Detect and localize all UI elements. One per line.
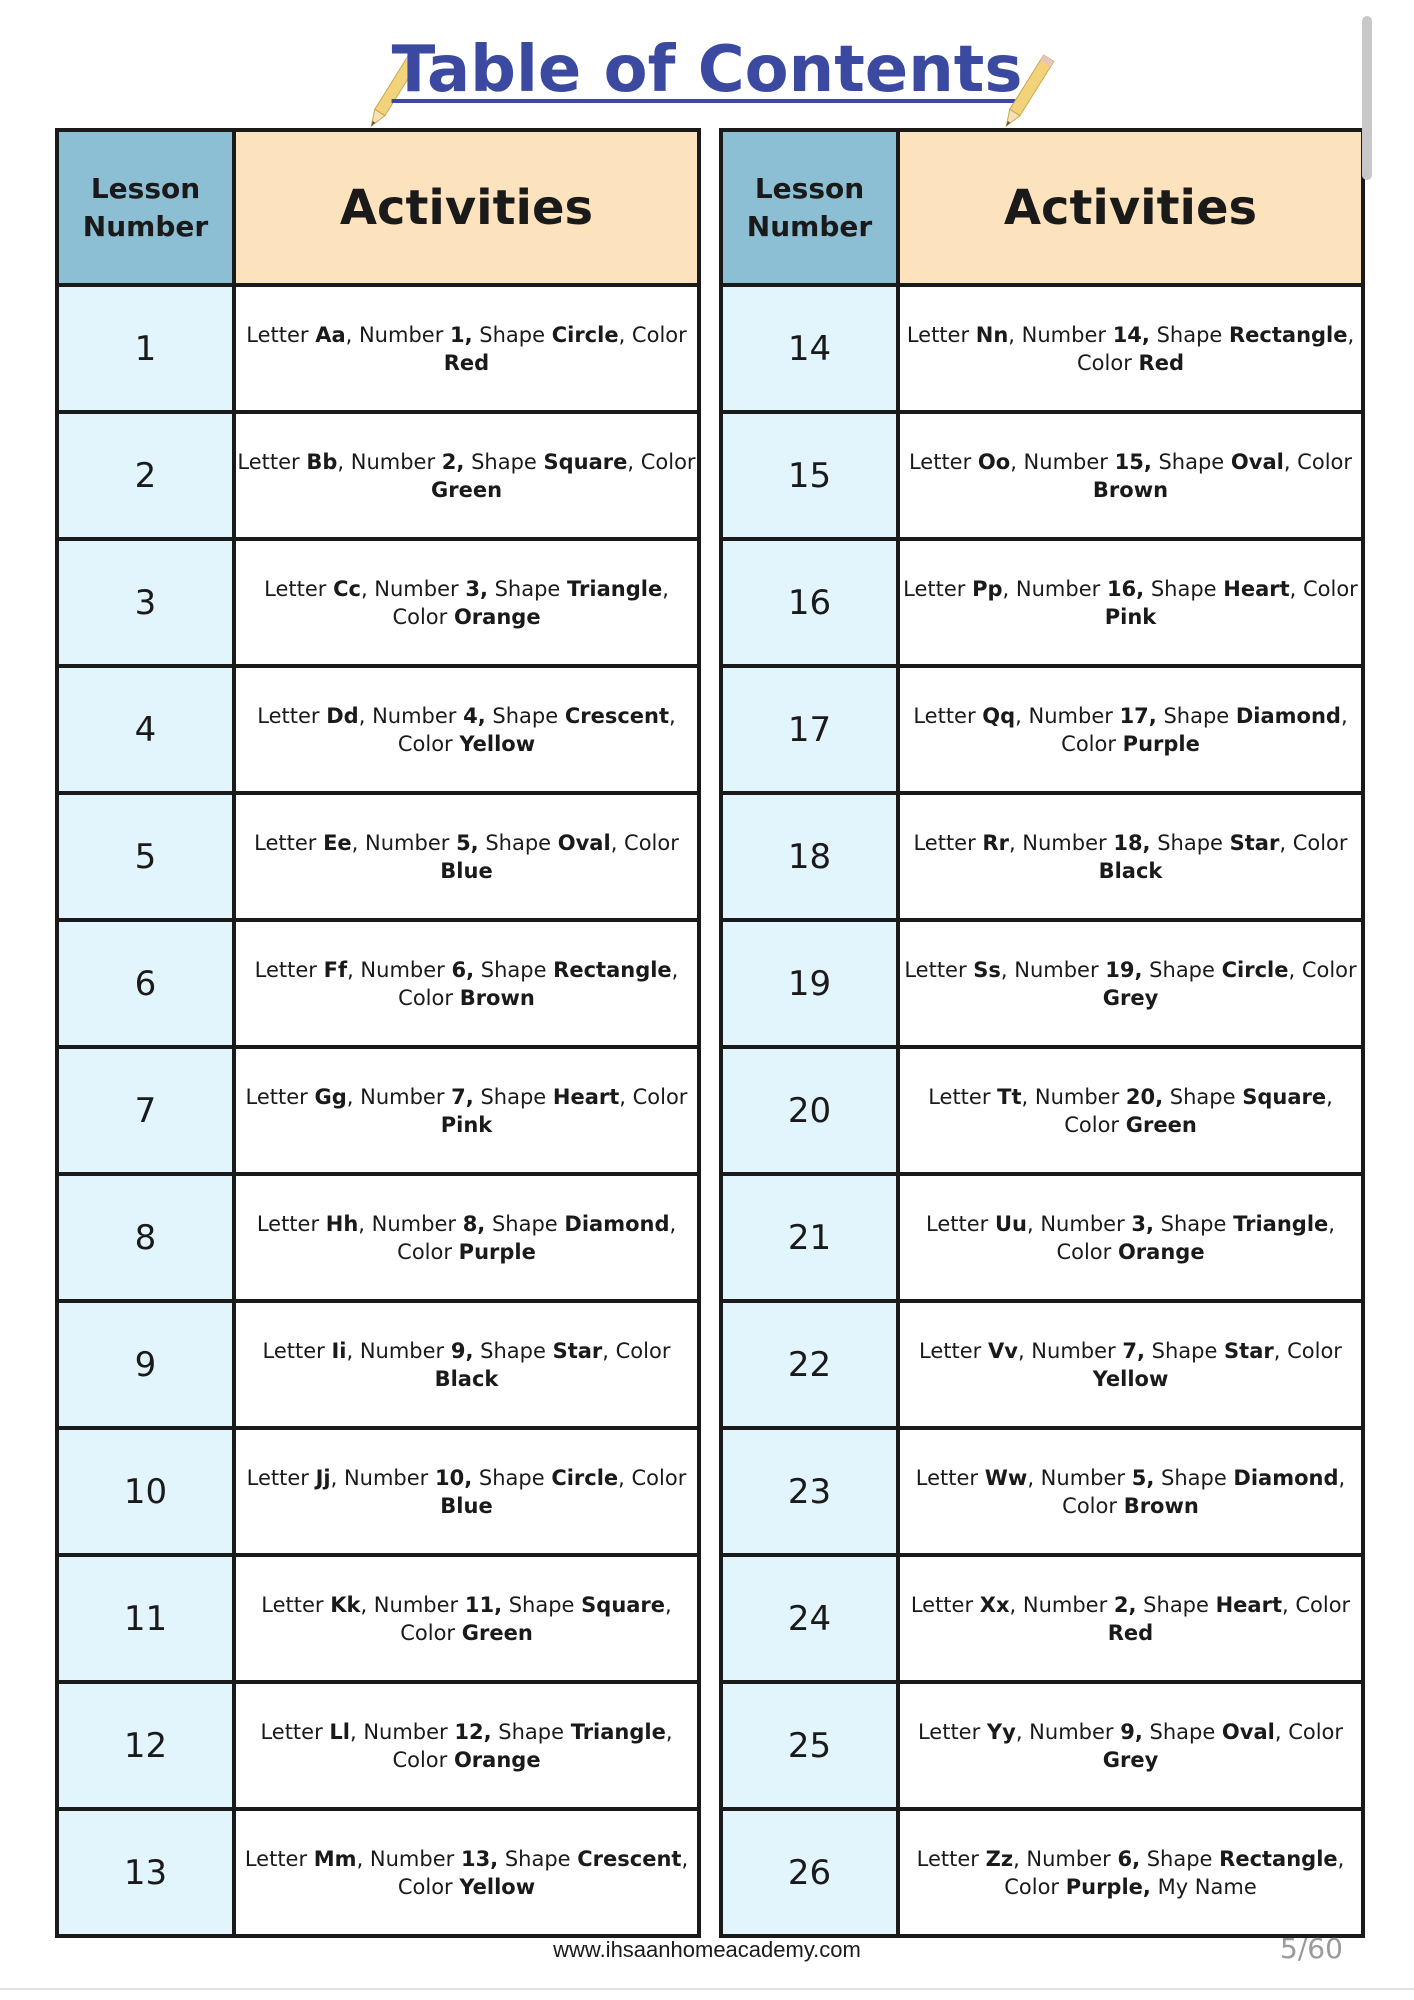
lesson-activities: Letter Gg, Number 7, Shape Heart, Color Pink bbox=[234, 1047, 699, 1174]
lesson-activities: Letter Nn, Number 14, Shape Rectangle, Color Red bbox=[898, 285, 1363, 412]
activity-number: 7, bbox=[1122, 1338, 1145, 1363]
lesson-activities: Letter Ee, Number 5, Shape Oval, Color Blue bbox=[234, 793, 699, 920]
lesson-activities: Letter Cc, Number 3, Shape Triangle, Color Orange bbox=[234, 539, 699, 666]
table-row bbox=[57, 1174, 699, 1301]
lesson-number: 26 bbox=[721, 1809, 898, 1936]
activity-number: 2, bbox=[1113, 1592, 1137, 1617]
lesson-activities: Letter Yy, Number 9, Shape Oval, Color Grey bbox=[898, 1682, 1363, 1809]
activity-number: 5, bbox=[456, 830, 479, 855]
lesson-number: 3 bbox=[57, 539, 234, 666]
activity-shape: Rectangle bbox=[553, 957, 672, 982]
lesson-activities: Letter Ss, Number 19, Shape Circle, Color Grey bbox=[898, 920, 1363, 1047]
activity-number: 20, bbox=[1125, 1084, 1164, 1109]
activity-number: 7, bbox=[451, 1084, 474, 1109]
activity-color: Yellow bbox=[1092, 1366, 1169, 1391]
activity-number: 9, bbox=[450, 1338, 474, 1363]
activity-shape: Square bbox=[543, 449, 628, 474]
lesson-activities: Letter Pp, Number 16, Shape Heart, Color Pink bbox=[898, 539, 1363, 666]
table-row bbox=[721, 285, 1363, 412]
activity-color: Blue bbox=[440, 858, 493, 883]
activity-color: Red bbox=[443, 350, 490, 375]
table-row bbox=[57, 1047, 699, 1174]
activity-number: 3, bbox=[465, 576, 488, 601]
activity-shape: Oval bbox=[557, 830, 611, 855]
activity-shape: Crescent bbox=[577, 1846, 682, 1871]
lesson-number-header bbox=[721, 130, 898, 285]
activity-shape: Circle bbox=[551, 1465, 619, 1490]
lesson-number: 4 bbox=[57, 666, 234, 793]
table-row bbox=[721, 920, 1363, 1047]
activity-letter: Mm bbox=[313, 1846, 357, 1871]
activity-number: 8, bbox=[462, 1211, 486, 1236]
activity-letter: Ff bbox=[323, 957, 348, 982]
activity-number: 12, bbox=[454, 1719, 492, 1744]
lesson-activities: Letter Rr, Number 18, Shape Star, Color Black bbox=[898, 793, 1363, 920]
activity-color: Green bbox=[1125, 1112, 1197, 1137]
activity-letter: Ww bbox=[984, 1465, 1028, 1490]
activity-color: Green bbox=[461, 1620, 533, 1645]
activity-color: Orange bbox=[1117, 1239, 1205, 1264]
activity-number: 16, bbox=[1106, 576, 1145, 601]
activity-shape: Rectangle bbox=[1229, 322, 1348, 347]
table-row bbox=[57, 920, 699, 1047]
lesson-number: 15 bbox=[721, 412, 898, 539]
table-header-row bbox=[721, 130, 1363, 285]
table-row bbox=[57, 1809, 699, 1936]
activity-number: 15, bbox=[1114, 449, 1152, 474]
activity-number: 3, bbox=[1131, 1211, 1154, 1236]
activity-shape: Circle bbox=[1221, 957, 1289, 982]
lesson-number: 25 bbox=[721, 1682, 898, 1809]
activity-letter: Vv bbox=[988, 1338, 1018, 1363]
lesson-activities: Letter Mm, Number 13, Shape Crescent, Color Yellow bbox=[234, 1809, 699, 1936]
table-row bbox=[721, 1174, 1363, 1301]
activity-shape: Square bbox=[1242, 1084, 1327, 1109]
table-row bbox=[57, 285, 699, 412]
activity-color: Brown bbox=[1123, 1493, 1199, 1518]
lesson-number: 7 bbox=[57, 1047, 234, 1174]
activity-letter: Qq bbox=[982, 703, 1016, 728]
table-row bbox=[721, 539, 1363, 666]
lesson-activities: Letter Oo, Number 15, Shape Oval, Color Brown bbox=[898, 412, 1363, 539]
activity-shape: Diamond bbox=[1235, 703, 1341, 728]
table-header-row bbox=[57, 130, 699, 285]
lesson-number-header bbox=[57, 130, 234, 285]
activity-shape: Diamond bbox=[564, 1211, 670, 1236]
lesson-number: 9 bbox=[57, 1301, 234, 1428]
activity-letter: Hh bbox=[325, 1211, 359, 1236]
activity-number: 14, bbox=[1112, 322, 1150, 347]
lesson-number: 22 bbox=[721, 1301, 898, 1428]
activity-shape: Star bbox=[552, 1338, 603, 1363]
activity-color: Yellow bbox=[459, 731, 536, 756]
table-row bbox=[721, 1428, 1363, 1555]
activity-letter: Kk bbox=[330, 1592, 361, 1617]
activity-shape: Heart bbox=[552, 1084, 620, 1109]
activity-color: Red bbox=[1138, 350, 1184, 375]
activities-header-label: Activities bbox=[339, 179, 594, 236]
activity-color: Red bbox=[1107, 1620, 1154, 1645]
activity-number: 1, bbox=[450, 322, 473, 347]
lesson-activities: Letter Aa, Number 1, Shape Circle, Color Red bbox=[234, 285, 699, 412]
divider bbox=[0, 1988, 1414, 1990]
lesson-activities: Letter Xx, Number 2, Shape Heart, Color Red bbox=[898, 1555, 1363, 1682]
lesson-activities: Letter Zz, Number 6, Shape Rectangle, Color Purple, My Name bbox=[898, 1809, 1363, 1936]
lesson-number: 2 bbox=[57, 412, 234, 539]
lesson-activities: Letter Ii, Number 9, Shape Star, Color Black bbox=[234, 1301, 699, 1428]
activity-color: Purple bbox=[1122, 731, 1200, 756]
activity-number: 18, bbox=[1113, 830, 1151, 855]
lesson-number-header-label: Lesson Number bbox=[746, 171, 873, 243]
lesson-activities: Letter Kk, Number 11, Shape Square, Color Green bbox=[234, 1555, 699, 1682]
activity-shape: Oval bbox=[1230, 449, 1284, 474]
activity-number: 17, bbox=[1119, 703, 1157, 728]
activity-number: 4, bbox=[463, 703, 486, 728]
lesson-activities: Letter Tt, Number 20, Shape Square, Color Green bbox=[898, 1047, 1363, 1174]
activity-letter: Yy bbox=[986, 1719, 1016, 1744]
activity-color: Green bbox=[430, 477, 503, 502]
activity-letter: Gg bbox=[314, 1084, 347, 1109]
activity-color: Black bbox=[1098, 858, 1163, 883]
activity-letter: Zz bbox=[985, 1846, 1014, 1871]
activity-shape: Square bbox=[581, 1592, 666, 1617]
lesson-number: 18 bbox=[721, 793, 898, 920]
activity-letter: Rr bbox=[982, 830, 1009, 855]
page-indicator: 5/60 bbox=[1280, 1932, 1343, 1965]
lesson-number: 14 bbox=[721, 285, 898, 412]
activity-color: Purple bbox=[458, 1239, 536, 1264]
lesson-number: 5 bbox=[57, 793, 234, 920]
lesson-number: 11 bbox=[57, 1555, 234, 1682]
activities-header bbox=[898, 130, 1363, 285]
lesson-number: 21 bbox=[721, 1174, 898, 1301]
toc-table-left bbox=[55, 128, 701, 1938]
activity-letter: Jj bbox=[315, 1465, 331, 1490]
activity-color: Brown bbox=[459, 985, 535, 1010]
table-row bbox=[721, 1682, 1363, 1809]
activity-letter: Pp bbox=[972, 576, 1003, 601]
activity-number: 5, bbox=[1131, 1465, 1155, 1490]
activity-letter: Uu bbox=[994, 1211, 1027, 1236]
lesson-activities: Letter Dd, Number 4, Shape Crescent, Color Yellow bbox=[234, 666, 699, 793]
lesson-activities: Letter Ff, Number 6, Shape Rectangle, Color Brown bbox=[234, 920, 699, 1047]
activity-shape: Diamond bbox=[1233, 1465, 1339, 1490]
lesson-number: 20 bbox=[721, 1047, 898, 1174]
activity-color: Blue bbox=[440, 1493, 493, 1518]
activity-letter: Ii bbox=[331, 1338, 347, 1363]
table-row bbox=[721, 793, 1363, 920]
activity-number: 2, bbox=[441, 449, 465, 474]
activity-letter: Tt bbox=[997, 1084, 1022, 1109]
activity-color: Pink bbox=[440, 1112, 493, 1137]
activity-letter: Bb bbox=[306, 449, 338, 474]
activity-letter: Xx bbox=[979, 1592, 1010, 1617]
activity-number: 10, bbox=[435, 1465, 473, 1490]
lesson-activities: Letter Ll, Number 12, Shape Triangle, Color Orange bbox=[234, 1682, 699, 1809]
scrollbar[interactable] bbox=[1362, 16, 1372, 180]
activity-extra: My Name bbox=[1157, 1874, 1257, 1899]
activity-shape: Crescent bbox=[564, 703, 670, 728]
lesson-activities: Letter Uu, Number 3, Shape Triangle, Color Orange bbox=[898, 1174, 1363, 1301]
activity-number: 19, bbox=[1105, 957, 1143, 982]
table-row bbox=[57, 539, 699, 666]
activity-letter: Nn bbox=[975, 322, 1009, 347]
activity-color: Black bbox=[434, 1366, 499, 1391]
table-row bbox=[721, 1047, 1363, 1174]
activity-letter: Ss bbox=[973, 957, 1001, 982]
lesson-number: 6 bbox=[57, 920, 234, 1047]
activity-letter: Oo bbox=[977, 449, 1011, 474]
activity-shape: Star bbox=[1224, 1338, 1274, 1363]
lesson-activities: Letter Qq, Number 17, Shape Diamond, Color Purple bbox=[898, 666, 1363, 793]
table-row bbox=[57, 666, 699, 793]
activity-number: 11, bbox=[464, 1592, 503, 1617]
activity-shape: Circle bbox=[551, 322, 619, 347]
pencil-icon bbox=[997, 48, 1057, 138]
lesson-activities: Letter Ww, Number 5, Shape Diamond, Color Brown bbox=[898, 1428, 1363, 1555]
lesson-number: 19 bbox=[721, 920, 898, 1047]
lesson-number: 17 bbox=[721, 666, 898, 793]
table-row bbox=[721, 666, 1363, 793]
table-row bbox=[57, 412, 699, 539]
lesson-number-header-label: Lesson Number bbox=[82, 171, 209, 243]
table-row bbox=[721, 1301, 1363, 1428]
table-row bbox=[57, 1428, 699, 1555]
activities-header-label: Activities bbox=[1003, 179, 1258, 236]
activity-shape: Heart bbox=[1215, 1592, 1282, 1617]
activity-letter: Cc bbox=[333, 576, 361, 601]
activity-shape: Oval bbox=[1221, 1719, 1275, 1744]
lesson-number: 8 bbox=[57, 1174, 234, 1301]
activity-letter: Ee bbox=[323, 830, 352, 855]
table-row bbox=[721, 412, 1363, 539]
activity-shape: Triangle bbox=[1233, 1211, 1329, 1236]
lesson-activities: Letter Vv, Number 7, Shape Star, Color Yellow bbox=[898, 1301, 1363, 1428]
table-row bbox=[57, 1555, 699, 1682]
footer-website: www.ihsaanhomeacademy.com bbox=[553, 1937, 861, 1962]
lesson-number: 24 bbox=[721, 1555, 898, 1682]
lesson-number: 10 bbox=[57, 1428, 234, 1555]
activity-color: Brown bbox=[1092, 477, 1169, 502]
lesson-number: 16 bbox=[721, 539, 898, 666]
activity-letter: Ll bbox=[329, 1719, 350, 1744]
table-row bbox=[57, 793, 699, 920]
table-row bbox=[57, 1682, 699, 1809]
activity-color: Pink bbox=[1104, 604, 1157, 629]
activities-header bbox=[234, 130, 699, 285]
activity-color: Purple, bbox=[1065, 1874, 1151, 1899]
activity-shape: Triangle bbox=[567, 576, 663, 601]
activity-number: 6, bbox=[451, 957, 475, 982]
activity-number: 9, bbox=[1120, 1719, 1143, 1744]
activity-color: Yellow bbox=[459, 1874, 536, 1899]
table-row bbox=[721, 1555, 1363, 1682]
lesson-activities: Letter Jj, Number 10, Shape Circle, Color Blue bbox=[234, 1428, 699, 1555]
activity-number: 13, bbox=[460, 1846, 499, 1871]
table-row bbox=[57, 1301, 699, 1428]
lesson-number: 13 bbox=[57, 1809, 234, 1936]
activity-letter: Dd bbox=[326, 703, 359, 728]
lesson-number: 23 bbox=[721, 1428, 898, 1555]
page-title: Table of Contents bbox=[391, 33, 1023, 107]
lesson-number: 1 bbox=[57, 285, 234, 412]
activity-color: Grey bbox=[1102, 985, 1159, 1010]
activity-shape: Triangle bbox=[570, 1719, 666, 1744]
activity-color: Orange bbox=[453, 604, 541, 629]
activity-color: Orange bbox=[453, 1747, 541, 1772]
activity-number: 6, bbox=[1117, 1846, 1141, 1871]
activity-shape: Heart bbox=[1223, 576, 1290, 601]
lesson-number: 12 bbox=[57, 1682, 234, 1809]
table-row bbox=[721, 1809, 1363, 1936]
lesson-activities: Letter Bb, Number 2, Shape Square, Color Green bbox=[234, 412, 699, 539]
activity-shape: Star bbox=[1229, 830, 1280, 855]
toc-table-right bbox=[719, 128, 1365, 1938]
activity-color: Grey bbox=[1102, 1747, 1159, 1772]
lesson-activities: Letter Hh, Number 8, Shape Diamond, Color Purple bbox=[234, 1174, 699, 1301]
activity-shape: Rectangle bbox=[1219, 1846, 1338, 1871]
activity-letter: Aa bbox=[315, 322, 346, 347]
